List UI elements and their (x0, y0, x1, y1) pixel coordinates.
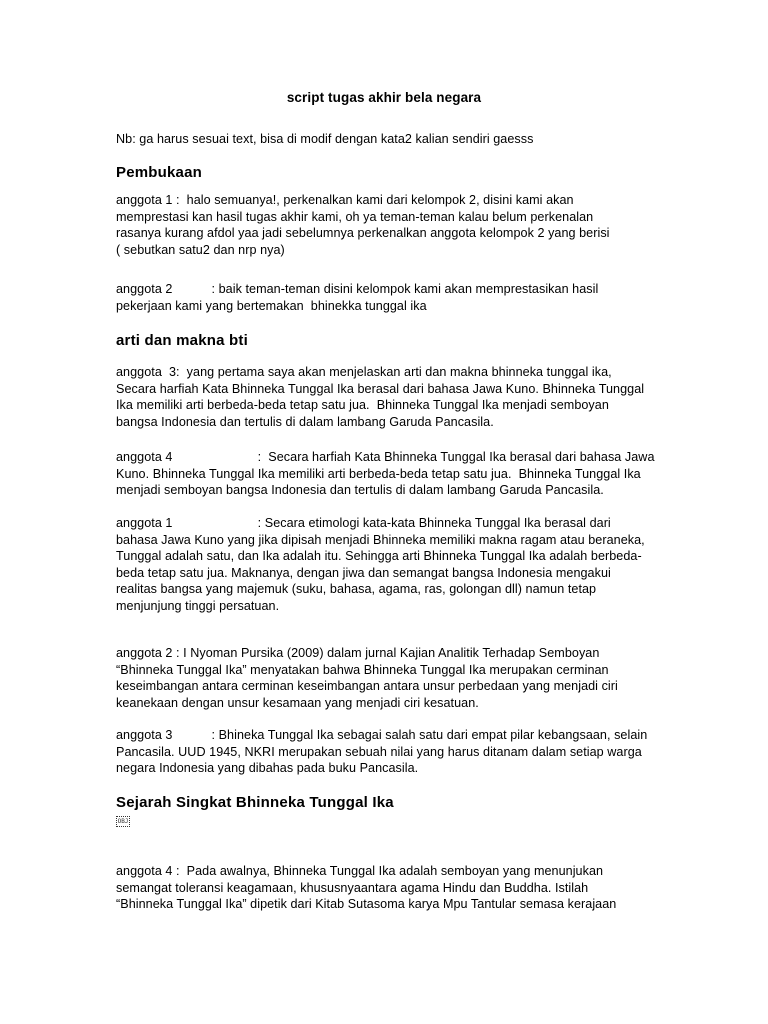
paragraph-line: rasanya kurang afdol yaa jadi sebelumnya perkenalkan anggota kelompok 2 yang berisi (116, 226, 610, 240)
section-heading-pembukaan: Pembukaan (116, 164, 202, 181)
paragraph-line: beda tetap satu jua. Maknanya, dengan jiwa dan semangat bangsa Indonesia mengakui (116, 565, 611, 580)
paragraph-line: keseimbangan antara cerminan keseimbangan antara unsur perbedaan yang menjadi ciri (116, 679, 618, 693)
paragraph-line: menjunjung tinggi persatuan. (116, 598, 280, 613)
paragraph-line: “Bhinneka Tunggal Ika” dipetik dari Kitab Sutasoma karya Mpu Tantular semasa kerajaan (116, 897, 617, 911)
paragraph (116, 281, 656, 314)
paragraph-line: negara Indonesia yang dibahas pada buku Pancasila. (116, 761, 419, 775)
note-line: Nb: ga harus sesuai text, bisa di modif dengan kata2 kalian sendiri gaesss (116, 132, 534, 146)
paragraph-line: Pancasila. UUD 1945, NKRI merupakan sebuah nilai yang harus ditanam dalam setiap warga (116, 744, 642, 759)
paragraph (116, 192, 656, 258)
paragraph-line: anggota 1 : halo semuanya!, perkenalkan kami dari kelompok 2, disini kami akan (116, 193, 574, 207)
paragraph (116, 863, 656, 913)
paragraph-line: menjadi semboyan bangsa Indonesia dan tertulis di dalam lambang Garuda Pancasila. (116, 483, 604, 497)
paragraph (116, 515, 656, 614)
paragraph-line: anggota 4 : Secara harfiah Kata Bhinneka Tunggal Ika berasal dari bahasa Jawa (116, 450, 655, 464)
paragraph-line: Secara harfiah Kata Bhinneka Tunggal Ika berasal dari bahasa Jawa Kuno. Bhinneka Tunggal (116, 381, 645, 396)
paragraph-line: ( sebutkan satu2 dan nrp nya) (116, 242, 285, 257)
section-heading-arti: arti dan makna bti (116, 332, 248, 349)
paragraph-line: keanekaan dengan unsur kesamaan yang menjadi ciri kesatuan. (116, 695, 479, 710)
paragraph-line: Tunggal adalah satu, dan Ika adalah itu. Sehingga arti Bhinneka Tunggal Ika adalah berbeda- (116, 549, 642, 563)
paragraph-line: pekerjaan kami yang bertemakan bhinekka tunggal ika (116, 298, 427, 313)
paragraph-line: bangsa Indonesia dan tertulis di dalam lambang Garuda Pancasila. (116, 414, 494, 429)
paragraph-line: realitas bangsa yang majemuk (suku, bahasa, agama, ras, golongan dll) namun tetap (116, 582, 597, 596)
paragraph-line: Kuno. Bhinneka Tunggal Ika memiliki arti berbeda-beda tetap satu jua. Bhinneka Tunggal Ika (116, 466, 641, 481)
paragraph-line: anggota 1 : Secara etimologi kata-kata Bhinneka Tunggal Ika berasal dari (116, 516, 611, 530)
paragraph-line: anggota 4 : Pada awalnya, Bhinneka Tunggal Ika adalah semboyan yang menunjukan (116, 864, 604, 878)
paragraph-line: anggota 2 : I Nyoman Pursika (2009) dalam jurnal Kajian Analitik Terhadap Semboyan (116, 646, 600, 660)
paragraph-line: anggota 3: yang pertama saya akan menjelaskan arti dan makna bhinneka tunggal ika, (116, 365, 612, 379)
paragraph-line: anggota 3 : Bhineka Tunggal Ika sebagai salah satu dari empat pilar kebangsaan, selain (116, 728, 648, 742)
paragraph (116, 364, 656, 430)
paragraph-line: bahasa Jawa Kuno yang jika dipisah menjadi Bhinneka memiliki makna ragam atau beraneka, (116, 532, 645, 547)
paragraph-line: memprestasi kan hasil tugas akhir kami, oh ya teman-teman kalau belum perkenalan (116, 209, 594, 224)
paragraph-line: Ika memiliki arti berbeda-beda tetap satu jua. Bhinneka Tunggal Ika menjadi semboyan (116, 398, 609, 412)
paragraph-line: “Bhinneka Tunggal Ika” menyatakan bahwa Bhinneka Tunggal Ika merupakan cerminan (116, 662, 609, 677)
paragraph (116, 645, 656, 711)
paragraph (116, 727, 656, 777)
paragraph-line: semangat toleransi keagamaan, khususnyaantara agama Hindu dan Buddha. Istilah (116, 880, 589, 895)
paragraph-line: anggota 2 : baik teman-teman disini kelompok kami akan memprestasikan hasil (116, 282, 599, 296)
embedded-object-placeholder-icon: OBJ (117, 818, 129, 825)
section-heading-sejarah: Sejarah Singkat Bhinneka Tunggal Ika (116, 794, 394, 811)
paragraph (116, 449, 656, 499)
document-title: script tugas akhir bela negara (286, 90, 482, 105)
